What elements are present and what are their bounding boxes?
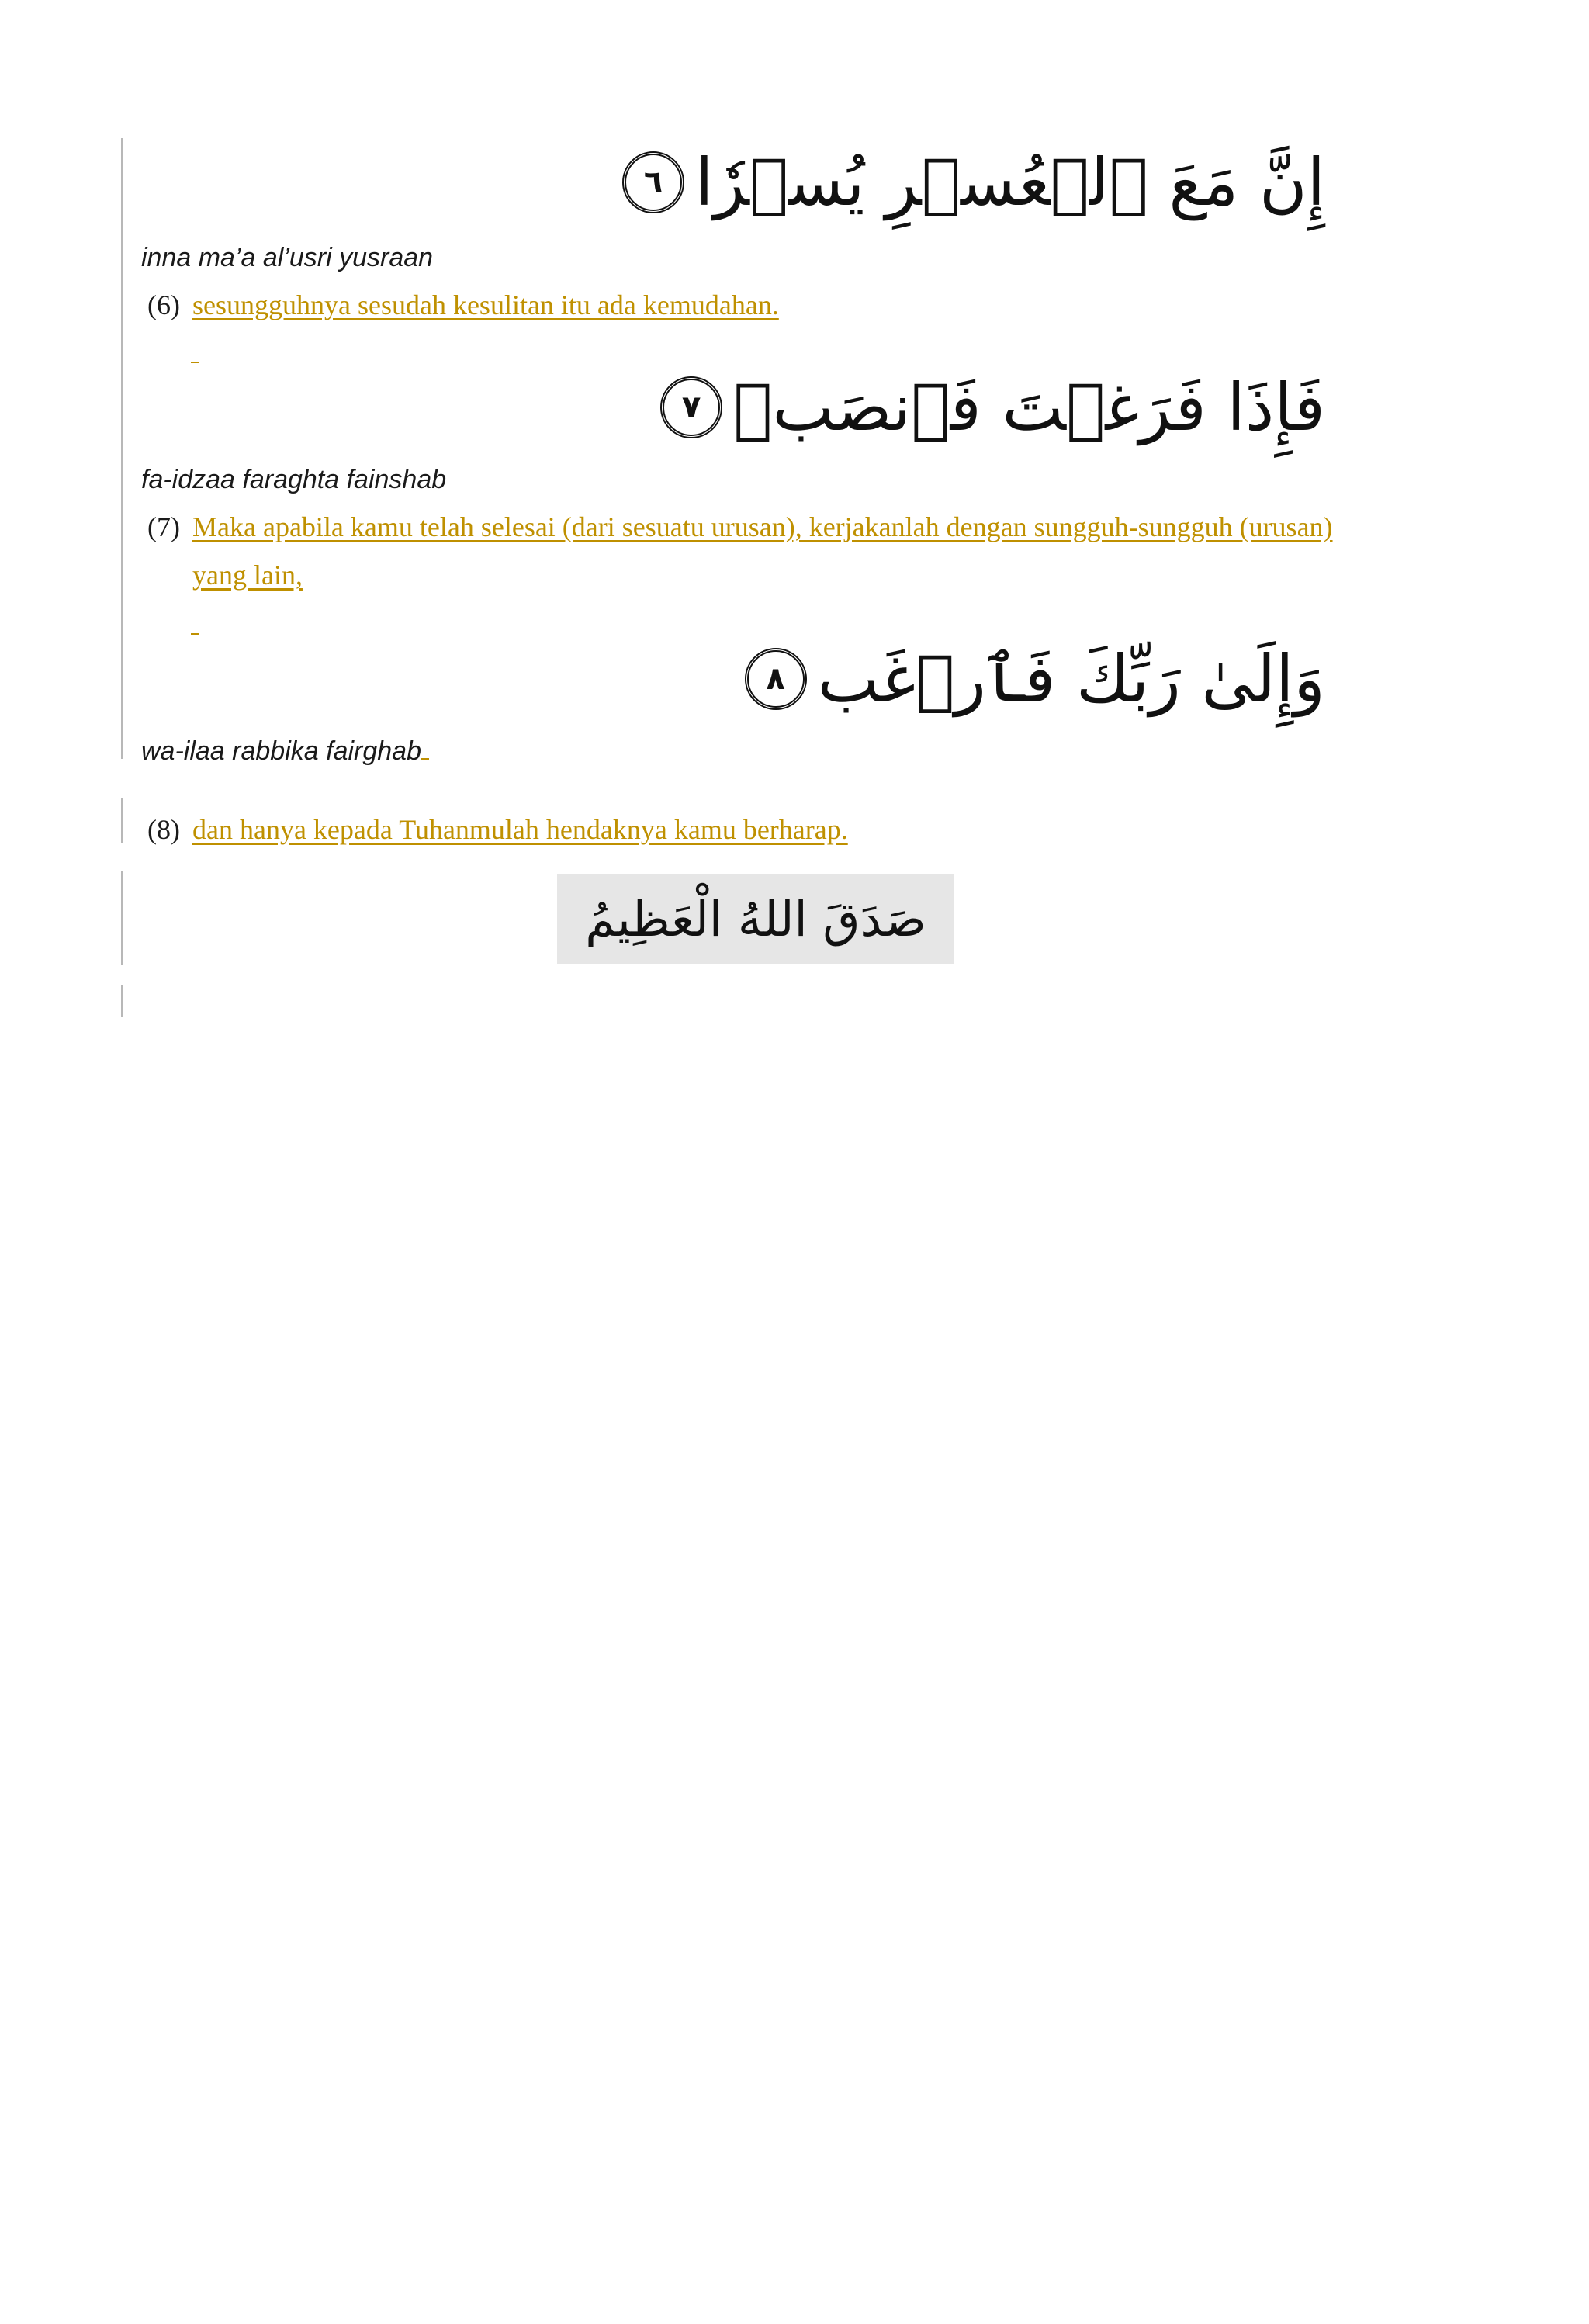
transliteration: fa-idzaa faraghta fainshab	[141, 465, 447, 494]
margin-bar	[121, 985, 123, 1017]
transliteration: inna ma’a al’usri yusraan	[141, 243, 434, 272]
translation-link[interactable]: Maka apabila kamu telah selesai (dari sesuatu urusan), kerjakanlah dengan sungguh-sungguh (urusan) yang lain,	[192, 511, 1333, 591]
transliteration-text: wa-ilaa rabbika fairghab	[141, 736, 421, 766]
empty-link-underscore[interactable]	[421, 735, 429, 760]
translation	[147, 281, 1335, 329]
ayah-number-marker: ٧	[660, 376, 722, 438]
translation	[147, 805, 1335, 854]
empty-link-dash[interactable]	[191, 362, 199, 363]
translation-link[interactable]: dan hanya kepada Tuhanmulah hendaknya kamu berharap.	[192, 814, 848, 845]
transliteration	[141, 734, 429, 768]
ayah-number-marker: ٦	[622, 151, 684, 213]
verse-number: (6)	[147, 289, 180, 320]
empty-link-dash[interactable]	[191, 633, 199, 635]
arabic-verse	[745, 636, 1325, 722]
arabic-verse	[622, 140, 1325, 225]
closing-text: صَدَقَ اللهُ الْعَظِيمُ	[585, 890, 926, 947]
margin-bar	[121, 871, 123, 965]
translation-link[interactable]: sesungguhnya sesudah kesulitan itu ada kemudahan.	[192, 289, 779, 320]
margin-bar	[121, 138, 123, 759]
verse-number: (8)	[147, 814, 180, 845]
arabic-verse-text: إِنَّ مَعَ ٱلۡعُسۡرِ يُسۡرٗا	[695, 144, 1325, 220]
arabic-verse	[660, 365, 1325, 450]
ayah-number-marker: ٨	[745, 648, 807, 710]
arabic-verse-text: فَإِذَا فَرَغۡتَ فَٱنصَبۡ	[733, 369, 1325, 445]
arabic-verse-text: وَإِلَىٰ رَبِّكَ فَٱرۡغَب	[817, 641, 1325, 717]
margin-bar	[121, 798, 123, 843]
translation	[147, 503, 1335, 599]
closing-calligraphy	[557, 874, 954, 964]
verse-number: (7)	[147, 511, 180, 542]
